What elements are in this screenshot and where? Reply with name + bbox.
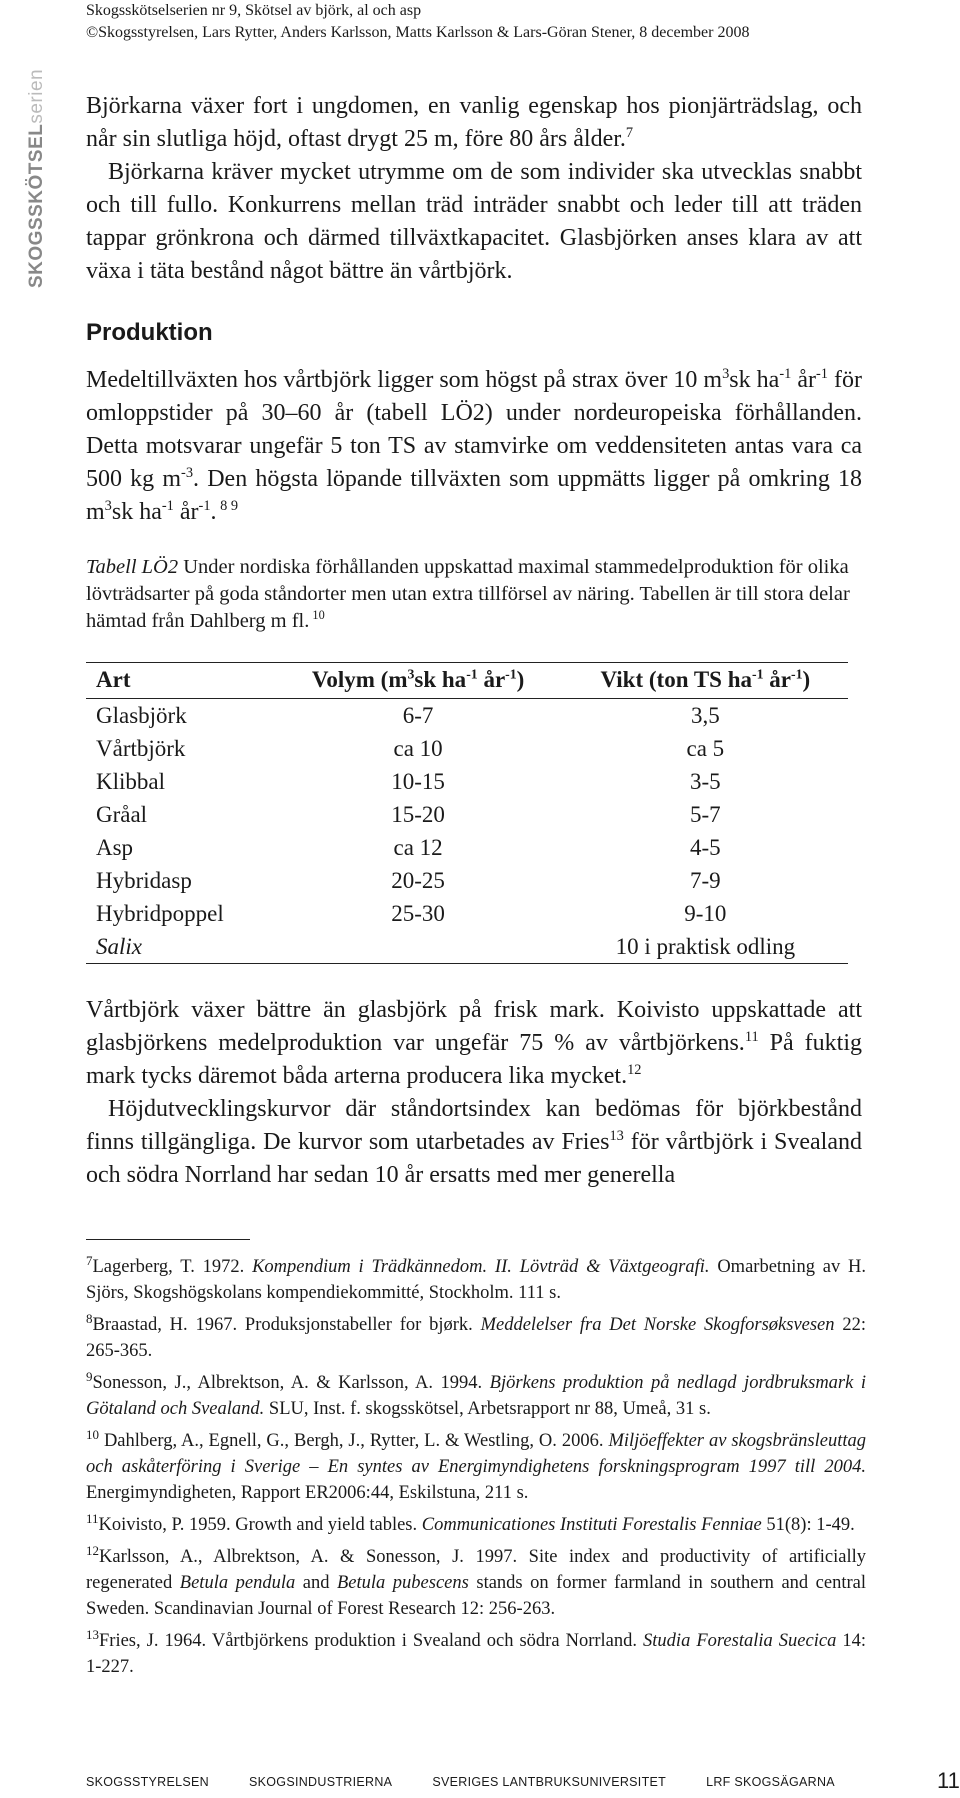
ref-13: 13 — [609, 1128, 624, 1144]
footnote-plain-b: Omarbetning av H. Sjörs, Skogshögskolans kompendiekommitté, Stockholm. 111 s. — [86, 1257, 867, 1303]
prod-text-d: för omloppstider på 30–60 år (tabell LÖ2) under nordeuropeiska förhållanden. Detta motsvarar ungefär 5 ton TS av stamvirke om veddensiteten antas vara ca 500 kg m — [86, 367, 862, 492]
footnote — [86, 1254, 866, 1306]
produktion-paragraph — [86, 364, 862, 529]
cell-art: Hybridpoppel — [96, 900, 224, 926]
after-paragraph — [86, 994, 862, 1192]
footnote-plain-a: Karlsson, A., Albrektson, A. & Sonesson, J. 1997. Site index and productivity of artificially regenerated — [86, 1547, 866, 1593]
intro-section — [86, 90, 862, 288]
table-row — [86, 930, 848, 964]
table-row — [86, 732, 848, 765]
col-art: Art — [86, 663, 274, 699]
after-text-b: På fuktig mark tycks däremot båda arterna producera lika mycket. — [86, 1030, 862, 1089]
after-text-d: för vårtbjörk i Svealand och södra Norrland har sedan 10 år ersatts med mer generella — [86, 1129, 862, 1188]
copyright-line: ©Skogsstyrelsen, Lars Rytter, Anders Karlsson, Matts Karlsson & Lars-Göran Stener, 8 december 2008 — [86, 24, 750, 41]
running-header — [86, 0, 749, 44]
footnote-plain-a: Sonesson, J., Albrektson, A. & Karlsson, A. 1994. — [92, 1373, 490, 1393]
cell-volym: ca 10 — [393, 735, 443, 761]
footer-org: SKOGSSTYRELSEN — [86, 1775, 209, 1789]
footnote-plain-b: and — [295, 1573, 337, 1593]
footnote-ital: Studia Forestalia Suecica — [643, 1631, 837, 1651]
prod-text-b: sk ha — [729, 367, 780, 393]
footnote-ital: Meddelelser fra Det Norske Skogforsøksvesen — [480, 1315, 835, 1335]
cell-volym: ca 12 — [393, 834, 443, 860]
prod-text-h: . — [210, 499, 217, 525]
footnote — [86, 1428, 866, 1506]
cell-vikt: 5-7 — [690, 801, 721, 827]
footnote-ital: Kompendium i Trädkännedom. II. Lövträd & Växtgeografi. — [252, 1257, 710, 1277]
ref-12: 12 — [627, 1062, 642, 1078]
after-table-section — [86, 994, 862, 1192]
intro-p2: Björkarna kräver mycket utrymme om de som individer ska utvecklas snabbt och till fullo. Konkurrens mellan träd inträder snabbt och leder till att träden tappar grönkrona och därmed tillväxtkapacitet. Glasbjörken anses klara av att växa i täta bestånd något bättre än vårtbjörk. — [86, 159, 862, 284]
table-caption — [86, 554, 862, 635]
col-vikt: Vikt (ton TS $ha^{-1}$ $år^{-1}$) — [563, 663, 848, 699]
production-table — [86, 662, 848, 964]
table-row — [86, 699, 848, 733]
page-number: 11 — [937, 1768, 960, 1793]
footnote-plain-b: 22: 265-365. — [86, 1315, 866, 1361]
footer-org: SKOGSINDUSTRIERNA — [249, 1775, 393, 1789]
table-row — [86, 798, 848, 831]
table-row — [86, 831, 848, 864]
table-header-row — [86, 663, 848, 699]
footnote-n: 12 — [86, 1542, 99, 1558]
footer-org: SVERIGES LANTBRUKSUNIVERSITET — [432, 1775, 667, 1789]
footnote-n: 7 — [86, 1252, 93, 1268]
caption-text: Under nordiska förhållanden uppskattad maximal stammedelproduktion för olika lövträdsarter på goda ståndorter men utan extra tillförsel av näring. Tabellen är till stora delar hämtad från Dahlberg m fl. — [86, 556, 850, 632]
footnote-ital2: Betula pubescens — [336, 1573, 469, 1593]
cell-volym: 15-20 — [391, 801, 445, 827]
intro-p1: Björkarna växer fort i ungdomen, en vanlig egenskap hos pionjärträdslag, och når sin slutliga höjd, oftast drygt 25 m, före 80 års ålder. — [86, 93, 862, 152]
prod-sup: -1 — [161, 498, 174, 514]
cell-art: Glasbjörk — [96, 702, 187, 728]
footnotes — [86, 1254, 866, 1686]
cell-art: Vårtbjörk — [96, 735, 186, 761]
footnote-plain-b: Energimyndigheten, Rapport ER2006:44, Eskilstuna, 211 s. — [86, 1483, 529, 1503]
footnote-plain-a: Lagerberg, T. 1972. — [92, 1257, 253, 1277]
footnote — [86, 1512, 866, 1538]
cell-volym: 25-30 — [391, 900, 445, 926]
footnote-n: 13 — [86, 1626, 99, 1642]
footnote-n: 9 — [86, 1368, 93, 1384]
page-footer — [86, 1775, 875, 1789]
after-text-c: Höjdutvecklingskurvor där ståndortsindex kan bedömas för björkbestånd finns tillgängliga. De kurvor som utarbetades av Fries — [86, 1096, 862, 1155]
footnote-plain-a: Fries, J. 1964. Vårtbjörkens produktion i Svealand och södra Norrland. — [99, 1631, 644, 1651]
cell-volym: 20-25 — [391, 867, 445, 893]
footnote-plain-a: Dahlberg, A., Egnell, G., Bergh, J., Rytter, L. & Westling, O. 2006. — [99, 1431, 609, 1451]
table-row — [86, 897, 848, 930]
ref-8-9: 8 9 — [216, 498, 239, 514]
cell-art: Gråal — [96, 801, 148, 827]
footnote-plain-b: 51(8): 1-49. — [761, 1515, 855, 1535]
prod-sup: -1 — [198, 498, 211, 514]
prod-text-f: sk ha — [111, 499, 162, 525]
cell-vikt: 9-10 — [684, 900, 727, 926]
footnote-ital: Björkens produktion på nedlagd jordbruksmark i Götaland och Svealand. — [86, 1373, 866, 1419]
footnote-ital: Betula pendula — [179, 1573, 296, 1593]
footnote — [86, 1628, 866, 1680]
section-heading: Produktion — [86, 319, 213, 346]
after-text-a: Vårtbjörk växer bättre än glasbjörk på frisk mark. Koivisto uppskattade att glasbjörkens medelproduktion var ungefär 75 % av vårtbjörkens. — [86, 997, 862, 1056]
footnote-plain-b: SLU, Inst. f. skogsskötsel, Arbetsrapport nr 88, Umeå, 31 s. — [264, 1399, 711, 1419]
logo-bold: SKOGSSKÖTSEL — [26, 123, 47, 288]
footnote-plain-a: Braastad, H. 1967. Produksjonstabeller for bjørk. — [92, 1315, 481, 1335]
cell-art: Asp — [96, 834, 134, 860]
cell-art: Klibbal — [96, 768, 165, 794]
footnote-ital: Communicationes Instituti Forestalis Fenniae — [421, 1515, 762, 1535]
cell-volym: 10-15 — [391, 768, 445, 794]
table-row — [86, 864, 848, 897]
footnote — [86, 1370, 866, 1422]
cell-vikt: 3-5 — [690, 768, 721, 794]
footnote-plain-b: 14: 1-227. — [86, 1631, 867, 1677]
footnote — [86, 1312, 866, 1364]
prod-sup: -1 — [779, 366, 792, 382]
skogsskotsel-logo — [6, 38, 47, 288]
cell-art: Hybridasp — [96, 867, 192, 893]
footnote — [86, 1544, 866, 1622]
ref-11: 11 — [744, 1029, 759, 1045]
prod-text-a: Medeltillväxten hos vårtbjörk ligger som högst på strax över 10 m — [86, 367, 723, 393]
ref-10: 10 — [309, 608, 325, 623]
cell-art: Salix — [86, 930, 274, 964]
prod-text-e: . Den högsta löpande tillväxten som uppmätts ligger på omkring 18 m — [86, 466, 863, 525]
cell-volym: 6-7 — [402, 702, 434, 728]
intro-paragraph — [86, 90, 862, 288]
cell-vikt: 3,5 — [690, 702, 720, 728]
footnote-n: 8 — [86, 1310, 93, 1326]
col-volym: Volym ($m^3sk$ $ha^{-1}$ $år^{-1}$) — [274, 663, 563, 699]
prod-text-g: år — [173, 499, 199, 525]
cell-vikt: 7-9 — [690, 867, 721, 893]
prod-sup: -1 — [815, 366, 828, 382]
produktion-section — [86, 318, 862, 529]
footnote-ital: Miljöeffekter av skogsbränsleuttag och askåterföring i Sverige – En syntes av Energimyndighetens forskningsprogram 1997 till 2004. — [86, 1431, 866, 1477]
footnote-n: 11 — [86, 1510, 99, 1526]
footnote-plain-c: stands on former farmland in southern and central Sweden. Scandinavian Journal of Forest Research 12: 256-263. — [86, 1573, 866, 1619]
cell-vikt: 10 i praktisk odling — [563, 930, 848, 964]
cell-volym — [274, 930, 563, 964]
cell-vikt: ca 5 — [686, 735, 725, 761]
prod-sup: -3 — [181, 465, 194, 481]
footnote-plain-a: Koivisto, P. 1959. Growth and yield tables. — [98, 1515, 422, 1535]
series-title: Skogsskötselserien nr 9, Skötsel av björk, al och asp — [86, 2, 422, 19]
table-row — [86, 765, 848, 798]
prod-sup: 3 — [722, 366, 730, 382]
ref-7: 7 — [625, 125, 634, 141]
footer-org: LRF SKOGSÄGARNA — [706, 1775, 835, 1789]
cell-vikt: 4-5 — [690, 834, 721, 860]
caption-label: Tabell LÖ2 — [86, 556, 179, 578]
footnote-divider — [86, 1239, 250, 1240]
prod-sup: 3 — [104, 498, 112, 514]
prod-text-c: år — [791, 367, 816, 393]
footnote-n: 10 — [86, 1426, 99, 1442]
logo-light: serien — [26, 68, 47, 124]
